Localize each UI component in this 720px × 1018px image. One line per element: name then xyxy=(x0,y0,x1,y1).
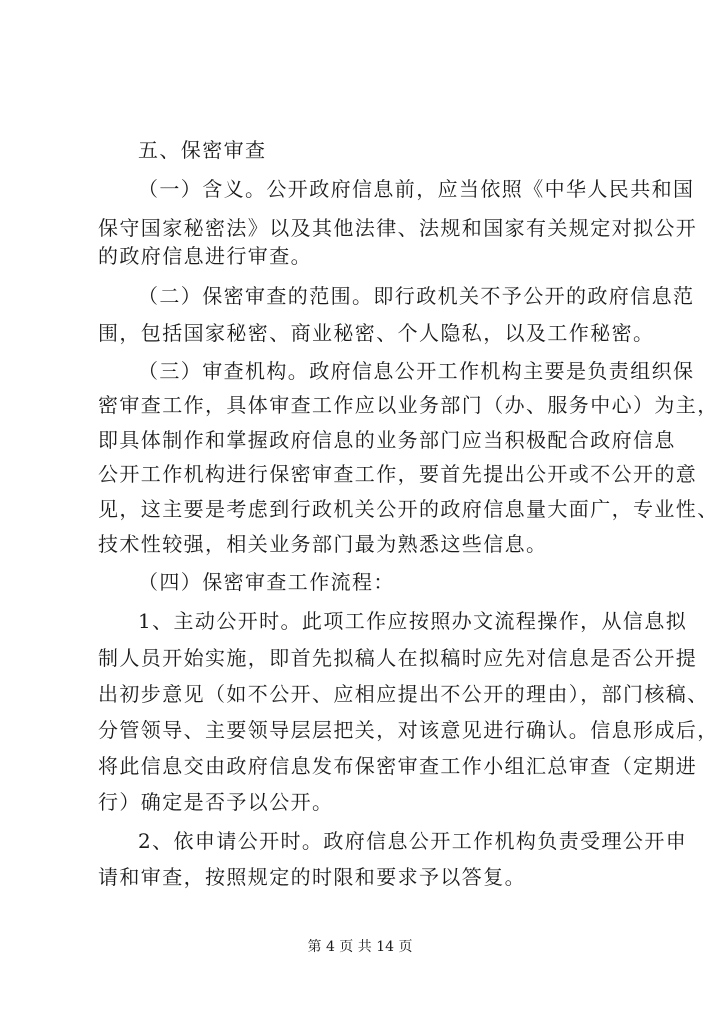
paragraph-line: 密审查工作，具体审查工作应以业务部门（办、服务中心）为主， xyxy=(98,393,719,417)
paragraph-line: 将此信息交由政府信息发布保密审查工作小组汇总审查（定期进 xyxy=(98,754,698,778)
paragraph-line: 保守国家秘密法》以及其他法律、法规和国家有关规定对拟公开 xyxy=(98,216,698,240)
page-number-footer: 第 4 页 共 14 页 xyxy=(307,939,413,955)
paragraph-line: 技术性较强，相关业务部门最为熟悉这些信息。 xyxy=(98,532,548,556)
section-heading: 五、保密审查 xyxy=(138,138,267,162)
paragraph-line: 见，这主要是考虑到行政机关公开的政府信息量大面广，专业性、 xyxy=(98,497,719,521)
paragraph-line: 围，包括国家秘密、商业秘密、个人隐私，以及工作秘密。 xyxy=(98,321,655,345)
paragraph-line: （一）含义。公开政府信息前，应当依照《中华人民共和国 xyxy=(138,177,695,201)
paragraph-line: 2、依申请公开时。政府信息公开工作机构负责受理公开申 xyxy=(138,829,688,853)
paragraph-line: 出初步意见（如不公开、应相应提出不公开的理由），部门核稿、 xyxy=(98,682,709,706)
paragraph-line: 公开工作机构进行保密审查工作，要首先提出公开或不公开的意 xyxy=(98,462,698,486)
paragraph-line: 请和审查，按照规定的时限和要求予以答复。 xyxy=(98,865,526,889)
paragraph-line: 即具体制作和掌握政府信息的业务部门应当积极配合政府信息 xyxy=(98,428,676,452)
paragraph-line: 的政府信息进行审查。 xyxy=(98,244,312,268)
paragraph-line: （三）审查机构。政府信息公开工作机构主要是负责组织保 xyxy=(138,359,695,383)
paragraph-line: 1、主动公开时。此项工作应按照办文流程操作，从信息拟 xyxy=(138,609,688,633)
paragraph-line: 分管领导、主要领导层层把关，对该意见进行确认。信息形成后， xyxy=(98,718,719,742)
paragraph-line: 制人员开始实施，即首先拟稿人在拟稿时应先对信息是否公开提 xyxy=(98,646,698,670)
subsection-heading: （四）保密审查工作流程： xyxy=(138,570,395,594)
paragraph-line: 行）确定是否予以公开。 xyxy=(98,790,334,814)
paragraph-line: （二）保密审查的范围。即行政机关不予公开的政府信息范 xyxy=(138,284,695,308)
